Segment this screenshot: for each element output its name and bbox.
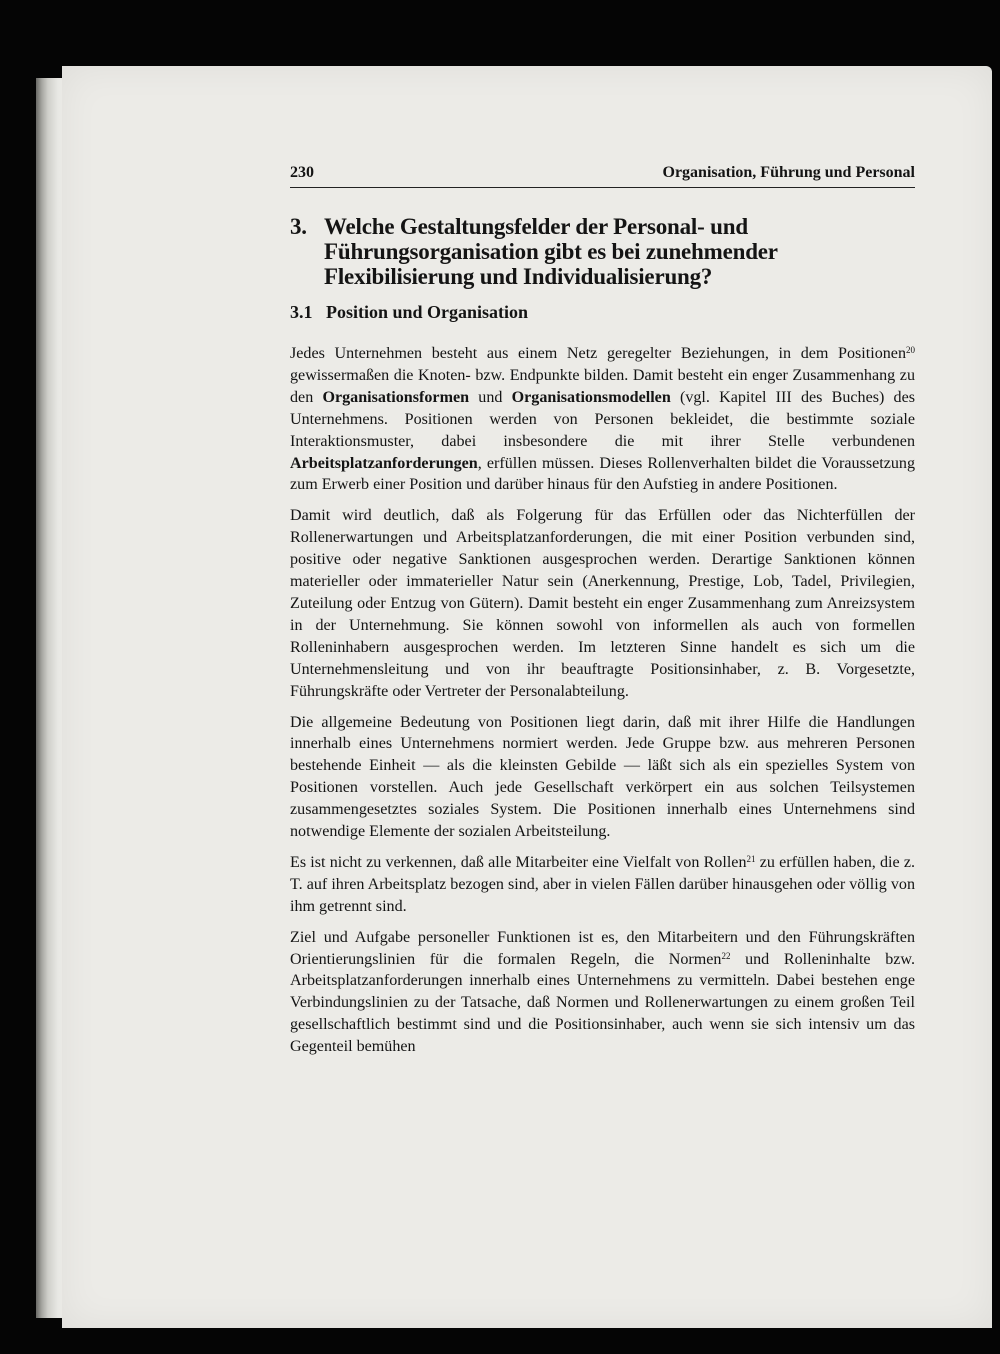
paragraph-2: Damit wird deutlich, daß als Folgerung für das Erfüllen oder das Nichterfüllen der Rollenerwartungen und Arbeitsplatzanforderungen, die mit einer Position verbunden sind, positive oder negative Sanktionen ausgesprochen werden. Derartige Sanktionen können materieller oder immaterieller Natur sein (Anerkennung, Prestige, Lob, Tadel, Privilegien, Zuteilung oder Entzug von Gütern). Damit besteht ein enger Zusammenhang zum Anreizsystem in der Unternehmung. Sie können sowohl von informellen als auch von formellen Rolleninhabern ausgesprochen werden. Im letzteren Sinne handelt es sich um die Unternehmensleitung und von ihr beauftragte Positionsinhaber, z. B. Vorgesetzte, Führungskräfte oder Vertreter der Personalabteilung. xyxy=(290,507,915,700)
term-organisationsformen: Organisationsformen xyxy=(322,388,470,406)
running-title: Organisation, Führung und Personal xyxy=(662,164,915,181)
paragraph-1 xyxy=(290,343,915,496)
paragraph-4 xyxy=(290,852,915,918)
paragraph-1-text-c: und xyxy=(469,388,512,406)
term-arbeitsplatzanforderungen: Arbeitsplatzanforderungen xyxy=(290,454,478,472)
paragraph-1-text-b: gewissermaßen die Knoten- bzw. Endpunkte bilden. Damit besteht ein enger Zusammenhang zu den xyxy=(290,366,915,406)
term-organisationsmodellen: Organisationsmodellen xyxy=(511,388,671,406)
footnote-ref-22: 22 xyxy=(721,950,731,961)
section-number: 3.1 xyxy=(290,302,313,322)
footnote-ref-21: 21 xyxy=(746,853,756,864)
paragraph-3: Die allgemeine Bedeutung von Positionen liegt darin, daß mit ihrer Hilfe die Handlungen innerhalb eines Unternehmens normiert werden. Jede Gruppe bzw. aus mehreren Personen bestehende Einheit — als die kleinsten Gebilde — läßt sich als ein spezielles System von Positionen vorstellen. Auch jede Gesellschaft verkörpert ein aus solchen Teilsystemen zusammengesetztes soziales System. Die Positionen innerhalb eines Unternehmens sind notwendige Elemente der sozialen Arbeitsteilung. xyxy=(290,713,915,841)
chapter-heading xyxy=(290,214,915,289)
running-header xyxy=(290,164,915,188)
chapter-title: Welche Gestaltungsfelder der Personal- und Führungsorganisation gibt es bei zunehmender Flexibilisierung und Individualisierung? xyxy=(324,214,778,289)
paragraph-5-text-b: und Rolleninhalte bzw. Arbeitsplatzanforderungen innerhalb eines Unternehmens zu vermitteln. Dabei bestehen enge Verbindungslinien zu der Tatsache, daß Normen und Rollenerwartungen zu einem großen Teil gesellschaftlich bestimmt sind und die Positionsinhaber, auch wenn sie sich intensiv um das Gegenteil bemühen xyxy=(290,950,915,1056)
paragraph-1-text-e: , erfüllen müssen. Dieses Rollenverhalten bildet die Voraussetzung zum Erwerb einer Position und darüber hinaus für den Aufstieg in andere Positionen. xyxy=(290,454,915,494)
paragraph-1-text-d: (vgl. Kapitel III des Buches) des Unternehmens. Positionen werden von Personen bekleidet, die bestimmte soziale Interaktionsmuster, dabei insbesondere die mit ihrer Stelle verbundenen xyxy=(290,388,915,450)
footnote-ref-20: 20 xyxy=(906,345,915,355)
paragraph-5 xyxy=(290,927,915,1058)
section-heading xyxy=(290,301,915,323)
paragraph-5-text-a: Ziel und Aufgabe personeller Funktionen ist es, den Mitarbeitern und den Führungskräften Orientierungslinien für die formalen Regeln, die Normen xyxy=(290,928,915,968)
paragraph-4-text-b: zu erfüllen haben, die z. T. auf ihren Arbeitsplatz bezogen sind, aber in vielen Fällen darüber hinausgehen oder völlig von ihm getrennt sind. xyxy=(290,853,915,915)
paragraph-1-text-a: Jedes Unternehmen besteht aus einem Netz geregelter Beziehungen, in dem Positionen xyxy=(290,345,906,362)
chapter-number: 3. xyxy=(290,214,307,239)
page-number: 230 xyxy=(290,164,314,181)
paragraph-4-text-a: Es ist nicht zu verkennen, daß alle Mitarbeiter eine Vielfalt von Rollen xyxy=(290,853,747,871)
section-title: Position und Organisation xyxy=(326,302,529,322)
page-content xyxy=(290,164,915,1058)
